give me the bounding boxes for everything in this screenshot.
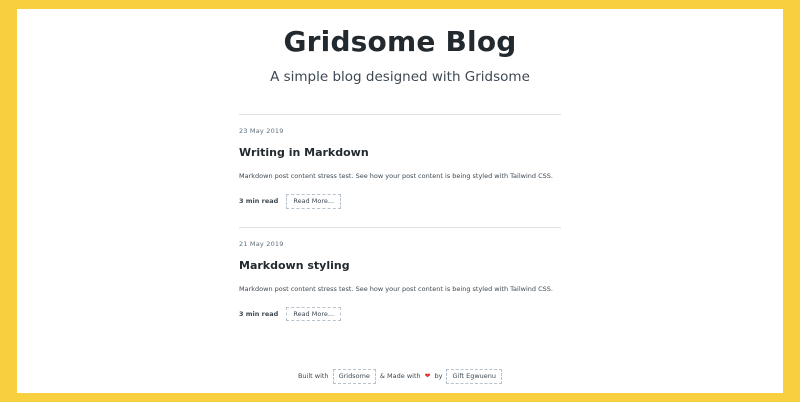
site-footer bbox=[239, 369, 561, 384]
site-tagline: A simple blog designed with Gridsome bbox=[270, 68, 530, 85]
browser-page bbox=[17, 9, 783, 393]
page-title: Gridsome Blog bbox=[283, 25, 517, 58]
post-excerpt: Markdown post content stress test. See how your post content is being styled with Tailwind CSS. bbox=[239, 284, 553, 293]
read-more-button[interactable]: Read More... bbox=[286, 307, 341, 322]
read-time: 3 min read bbox=[239, 197, 279, 206]
author-link[interactable]: Gift Egwuenu bbox=[446, 369, 502, 384]
footer-made-with-text: & Made with bbox=[379, 372, 421, 381]
heart-icon: ❤ bbox=[424, 372, 431, 381]
post-excerpt: Markdown post content stress test. See how your post content is being styled with Tailwind CSS. bbox=[239, 172, 553, 181]
list-item bbox=[239, 227, 561, 325]
gridsome-link[interactable]: Gridsome bbox=[333, 369, 376, 384]
read-more-button[interactable]: Read More... bbox=[286, 194, 341, 209]
footer-built-with-text: Built with bbox=[297, 372, 329, 381]
post-date: 21 May 2019 bbox=[239, 239, 284, 248]
post-meta bbox=[239, 307, 561, 322]
post-meta bbox=[239, 194, 561, 209]
site-header bbox=[17, 9, 783, 86]
footer-by-text: by bbox=[434, 372, 443, 381]
post-date: 23 May 2019 bbox=[239, 127, 284, 136]
post-title-link[interactable]: Writing in Markdown bbox=[239, 146, 369, 160]
list-item bbox=[239, 114, 561, 212]
post-title-link[interactable]: Markdown styling bbox=[239, 258, 350, 272]
read-time: 3 min read bbox=[239, 309, 279, 318]
post-list bbox=[239, 86, 561, 383]
